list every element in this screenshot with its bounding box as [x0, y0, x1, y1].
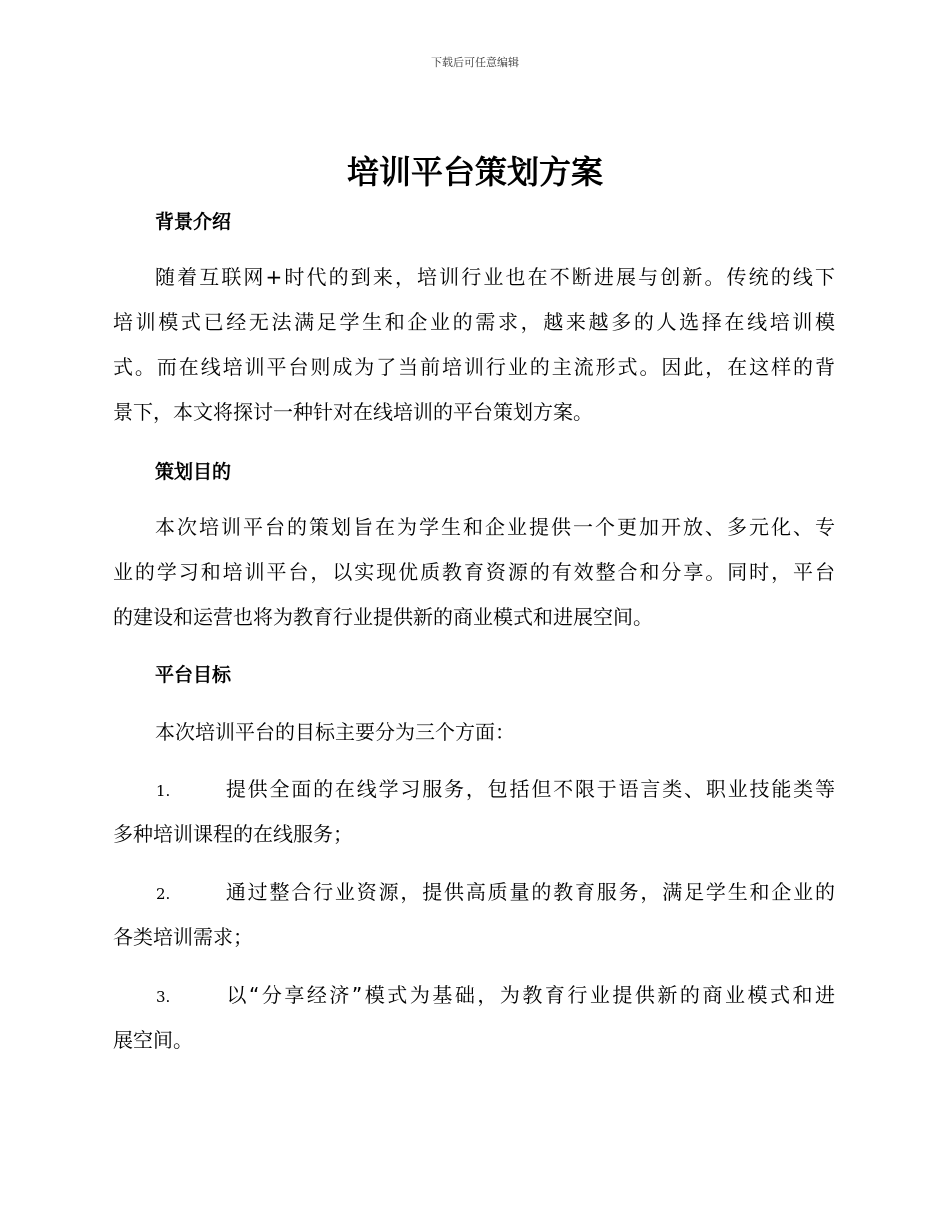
section-heading-goals: 平台目标	[155, 664, 232, 686]
paragraph-line: 培训模式已经无法满足学生和企业的需求，越来越多的人选择在线培训模	[113, 310, 835, 334]
list-item	[113, 870, 835, 960]
paragraph-line: 式。而在线培训平台则成为了当前培训行业的主流形式。因此，在这样的背	[113, 355, 835, 379]
document-title: 培训平台策划方案	[346, 153, 603, 191]
list-item	[113, 767, 835, 857]
list-item-text: 通过整合行业资源，提供高质量的教育服务，满足学生和企业的	[224, 880, 835, 904]
section-paragraph-background	[113, 255, 835, 435]
list-item-text: 以“分享经济”模式为基础，为教育行业提供新的商业模式和进	[224, 983, 835, 1007]
list-item-first-line	[113, 973, 835, 1018]
paragraph-line: 的建设和运营也将为教育行业提供新的商业模式和进展空间。	[113, 605, 653, 629]
paragraph-line: 本次培训平台的策划旨在为学生和企业提供一个更加开放、多元化、专	[155, 515, 835, 539]
list-number: 3.	[156, 988, 171, 1006]
list-number: 1.	[156, 782, 171, 800]
list-item-continuation: 多种培训课程的在线服务；	[113, 822, 353, 846]
section-heading-purpose: 策划目的	[155, 461, 232, 483]
list-number: 2.	[156, 885, 171, 903]
list-item-first-line	[113, 870, 835, 915]
list-item-text: 提供全面的在线学习服务，包括但不限于语言类、职业技能类等	[224, 777, 835, 801]
paragraph-line: 景下，本文将探讨一种针对在线培训的平台策划方案。	[113, 400, 593, 424]
paragraph-line: 业的学习和培训平台，以实现优质教育资源的有效整合和分享。同时，平台	[113, 560, 835, 584]
section-paragraph-purpose	[113, 505, 835, 640]
list-item-continuation: 展空间。	[113, 1028, 193, 1052]
section-heading-background: 背景介绍	[155, 211, 232, 233]
list-item	[113, 973, 835, 1063]
paragraph-line: 随着互联网+时代的到来，培训行业也在不断进展与创新。传统的线下	[155, 265, 835, 289]
list-item-continuation: 各类培训需求；	[113, 925, 253, 949]
page-header-note: 下载后可任意编辑	[431, 56, 519, 69]
list-item-first-line	[113, 767, 835, 812]
goals-intro: 本次培训平台的目标主要分为三个方面：	[155, 720, 515, 744]
